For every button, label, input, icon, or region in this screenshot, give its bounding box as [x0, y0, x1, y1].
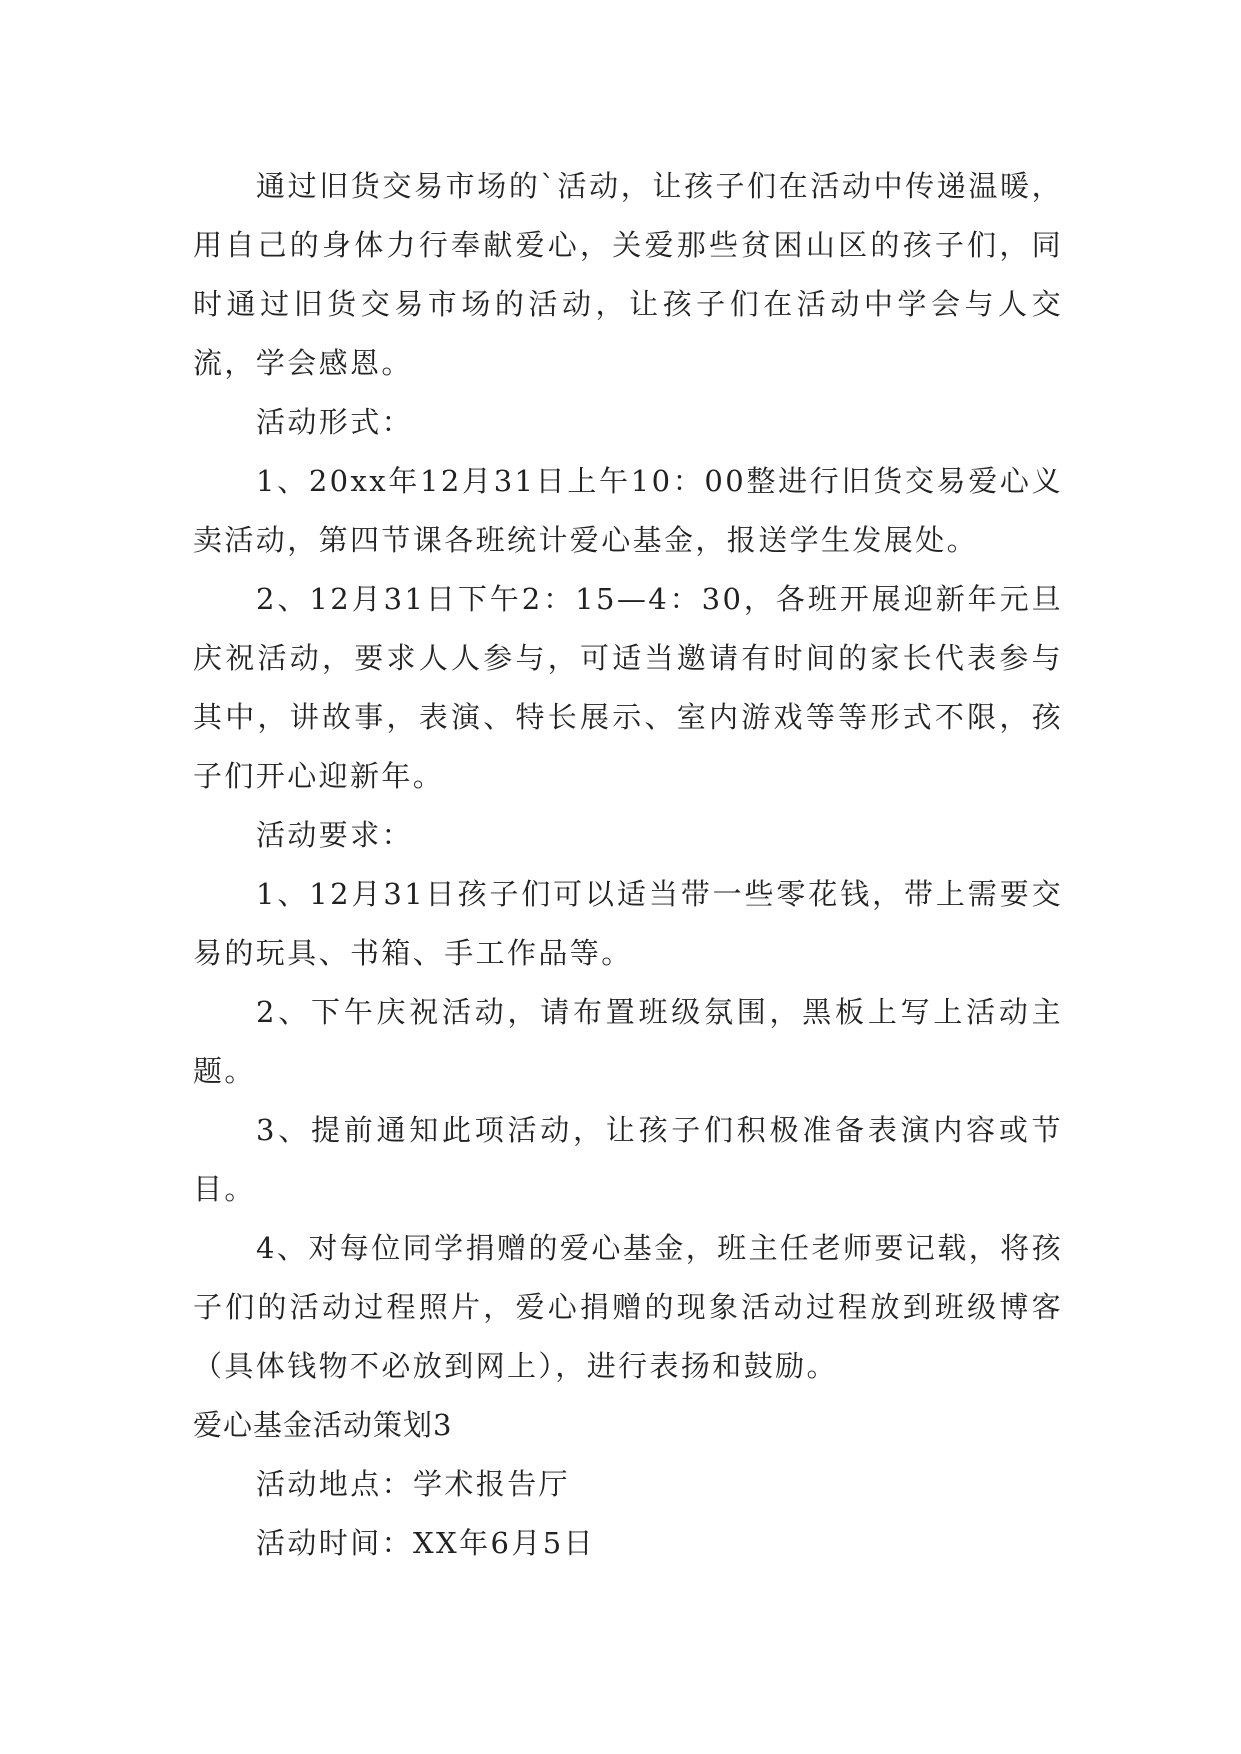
section-heading: 爱心基金活动策划3: [193, 1408, 453, 1442]
paragraph-activity-format-label: 活动形式：: [256, 405, 414, 439]
paragraph-intro: 通过旧货交易市场的`活动，让孩子们在活动中传递温暖，用自己的身体力行奉献爱心，关爱那些贫困山区的孩子们，同时通过旧货交易市场的活动，让孩子们在活动中学会与人交流，学会感恩。: [193, 169, 1063, 380]
paragraph-activity-location: 活动地点：学术报告厅: [256, 1467, 571, 1501]
paragraph-requirement-item-4: 4、对每位同学捐赠的爱心基金，班主任老师要记载，将孩子们的活动过程照片，爱心捐赠的现象活动过程放到班级博客（具体钱物不必放到网上），进行表扬和鼓励。: [193, 1231, 1063, 1383]
paragraph-format-item-1: 1、20xx年12月31日上午10：00整进行旧货交易爱心义卖活动，第四节课各班统计爱心基金，报送学生发展处。: [193, 464, 1063, 557]
paragraph-activity-requirements-label: 活动要求：: [256, 818, 414, 852]
paragraph-format-item-2: 2、12月31日下午2：15—4：30，各班开展迎新年元旦庆祝活动，要求人人参与，可适当邀请有时间的家长代表参与其中，讲故事，表演、特长展示、室内游戏等等形式不限，孩子们开心迎新年。: [193, 582, 1063, 793]
paragraph-requirement-item-3: 3、提前通知此项活动，让孩子们积极准备表演内容或节目。: [193, 1113, 1063, 1206]
document-body: [193, 157, 1063, 1573]
paragraph-requirement-item-1: 1、12月31日孩子们可以适当带一些零花钱，带上需要交易的玩具、书箱、手工作品等。: [193, 877, 1063, 970]
paragraph-requirement-item-2: 2、下午庆祝活动，请布置班级氛围，黑板上写上活动主题。: [193, 995, 1063, 1088]
paragraph-activity-time: 活动时间：XX年6月5日: [256, 1526, 595, 1560]
